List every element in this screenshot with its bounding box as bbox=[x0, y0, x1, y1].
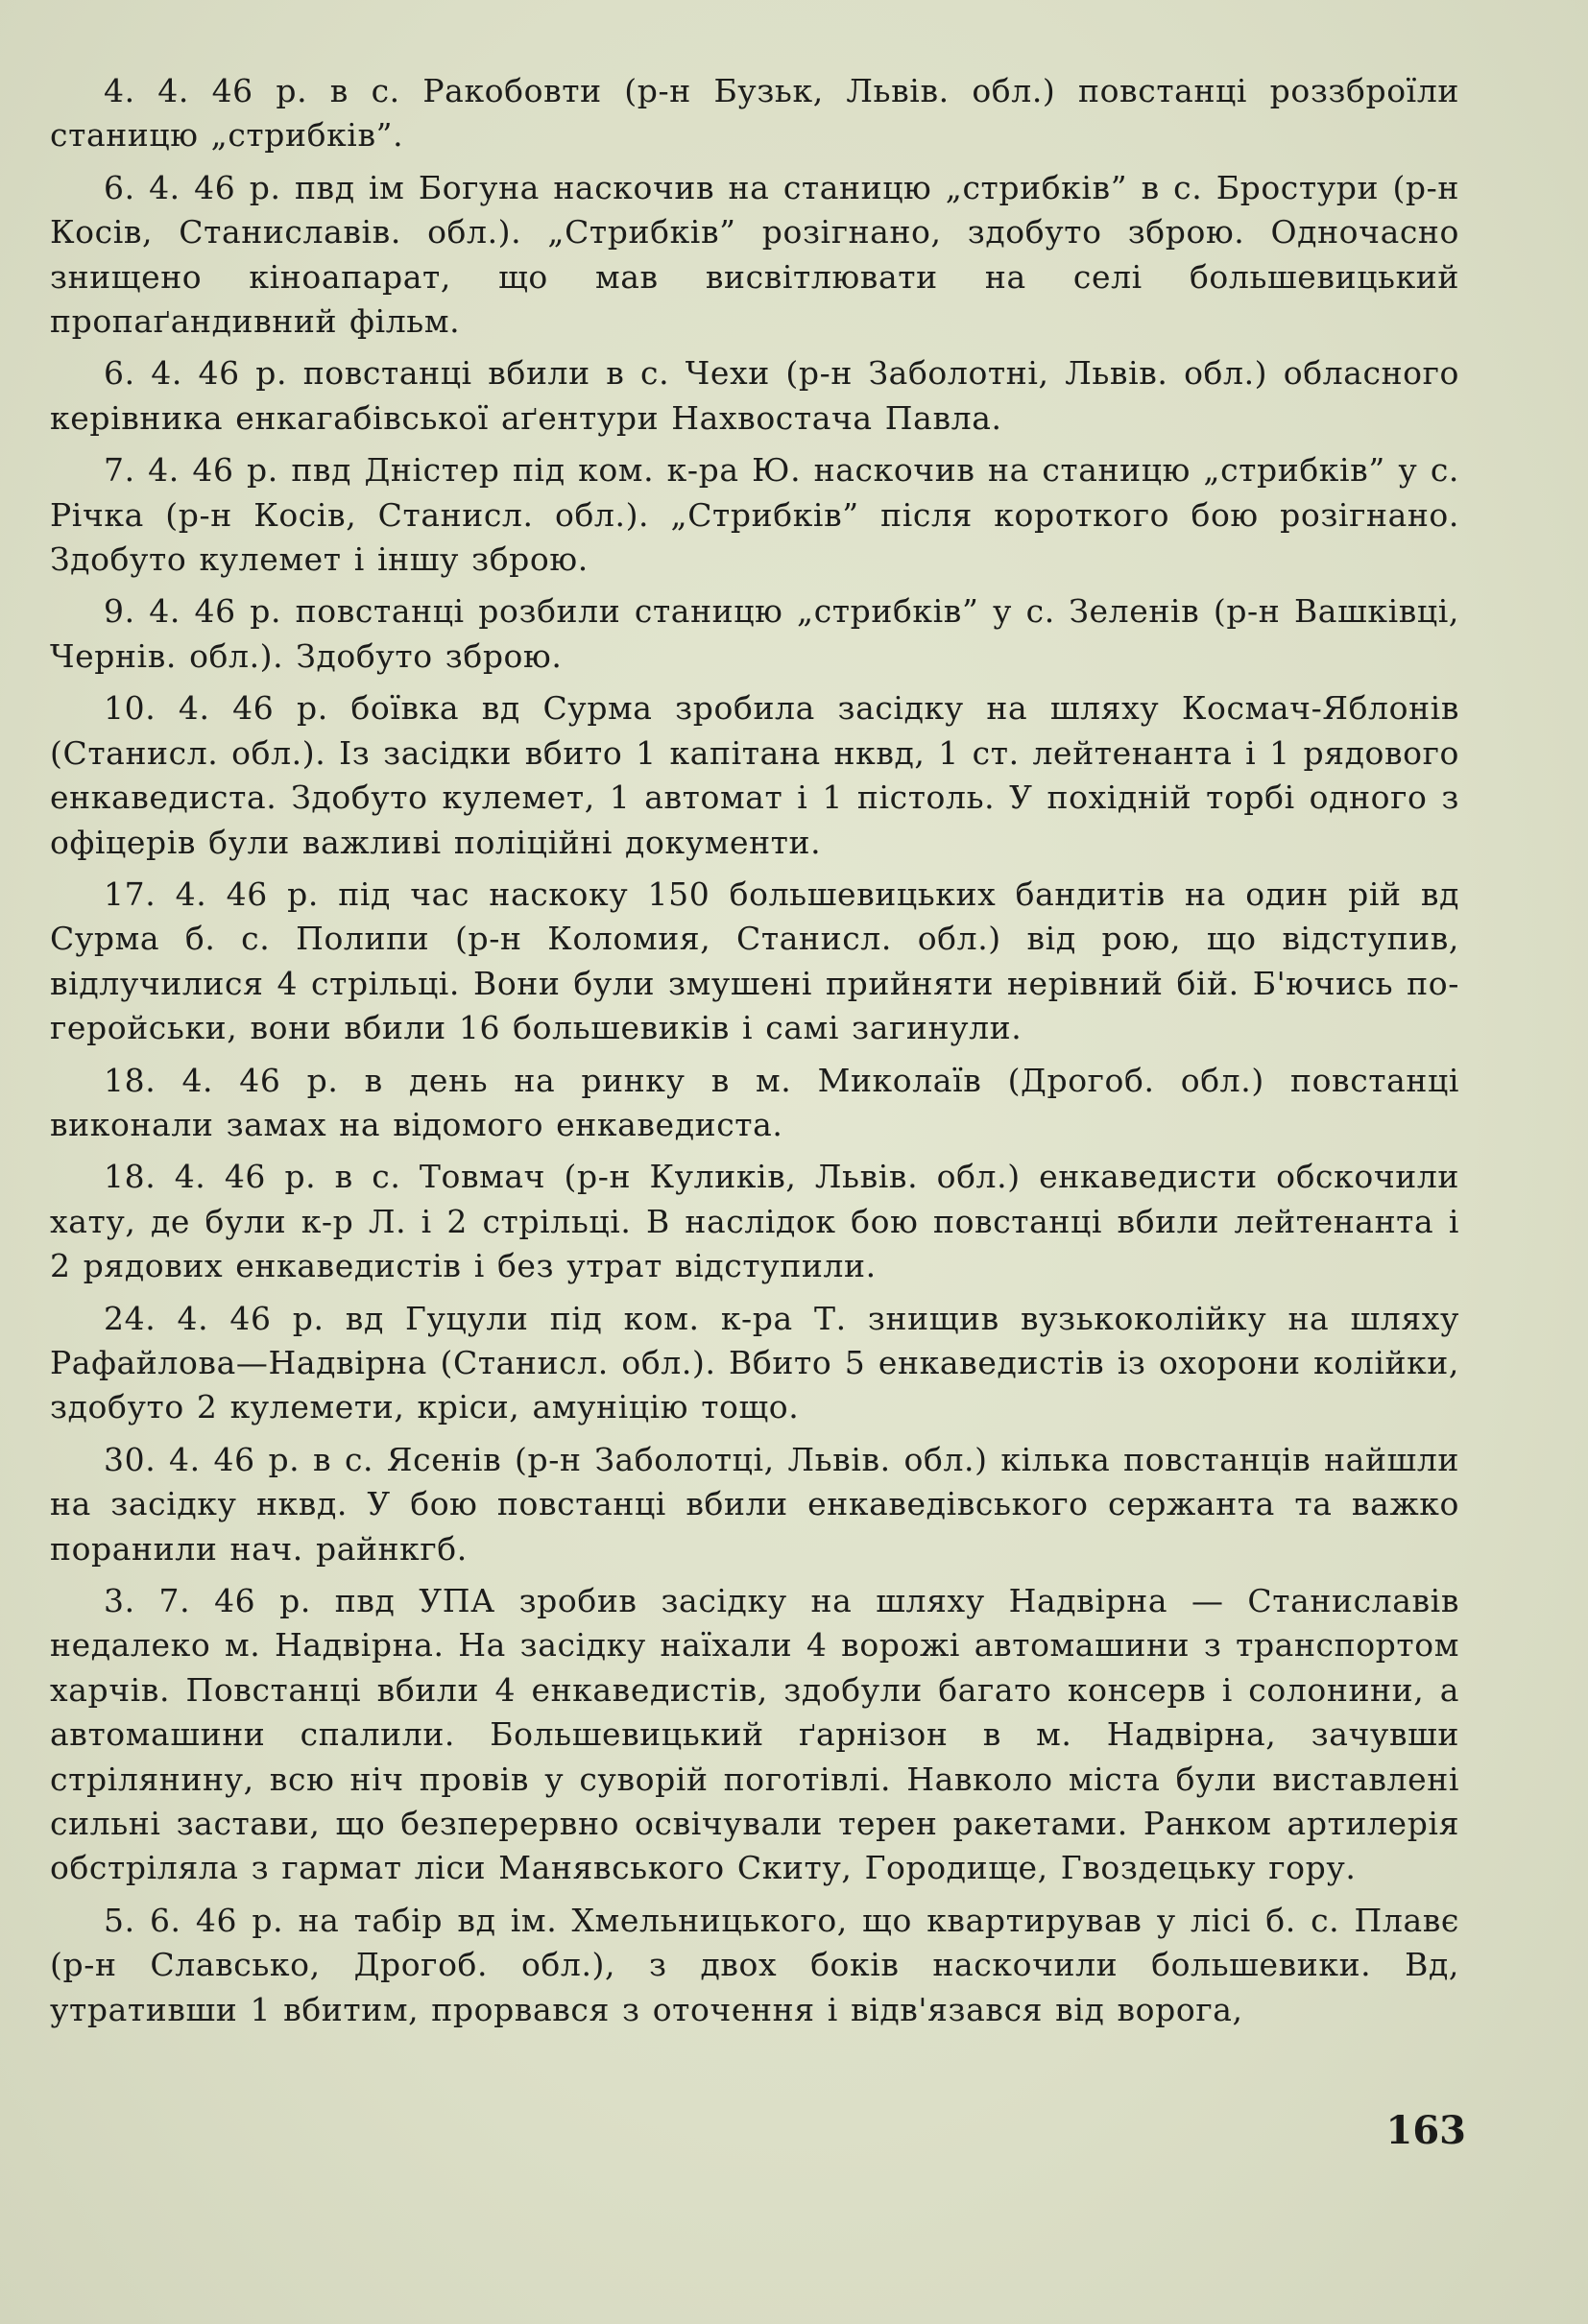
entry-9: 18. 4. 46 р. в с. Товмач (р-н Куликів, Львів. обл.) енкаведисти обскочили хату, де були к-р Л. і 2 стрільці. В наслідок бою повстанці вбили лейтенанта і 2 рядових енкаведистів і без утрат відступили. bbox=[50, 1158, 1459, 1285]
entry-12: 3. 7. 46 р. пвд УПА зробив засідку на шляху Надвірна — Станиславів недалеко м. Надвірна. На засідку наїхали 4 ворожі автомашини з транспортом харчів. Повстанці вбили 4 енкаведистів, здобули багато консерв і солонини, а автомашини спалили. Большевицький ґарнізон в м. Надвірна, зачувши стрілянину, всю ніч провів у суворій поготівлі. Навколо міста були виставлені сильні застави, що безперервно освічували терен ракетами. Ранком артилерія обстріляла з гармат ліси Манявського Скиту, Городище, Гвоздецьку гору. bbox=[50, 1582, 1459, 1887]
entry-10: 24. 4. 46 р. вд Гуцули під ком. к-ра Т. знищив вузькоколійку на шляху Рафайлова—Надвірна (Станисл. обл.). Вбито 5 енкаведистів із охорони колійки, здобуто 2 кулемети, кріси, амуніцію тощо. bbox=[50, 1299, 1459, 1426]
entry-4: 7. 4. 46 р. пвд Дністер під ком. к-ра Ю. наскочив на станицю „стрибків” у с. Річка (р-н Косів, Станисл. обл.). „Стрибків” після короткого бою розігнано. Здобуто кулемет і іншу зброю. bbox=[50, 451, 1459, 579]
entry-7: 17. 4. 46 р. під час наскоку 150 большевицьких бандитів на один рій вд Сурма б. с. Полипи (р-н Коломия, Станисл. обл.) від рою, що відступив, відлучилися 4 стрільці. Вони були змушені прийняти нерівний бій. Б'ючись по-геройськи, вони вбили 16 большевиків і самі загинули. bbox=[50, 874, 1459, 1047]
entry-1: 4. 4. 46 р. в с. Ракобовти (р-н Бузьк, Львів. обл.) повстанці роззброїли станицю „стрибків”. bbox=[50, 72, 1459, 155]
entry-2: 6. 4. 46 р. пвд ім Богуна наскочив на станицю „стрибків” в с. Бростури (р-н Косів, Станиславів. обл.). „Стрибків” розігнано, здобуто зброю. Одночасно знищено кіноапарат, що мав висвітлювати на селі большевицький пропаґандивний фільм. bbox=[50, 168, 1459, 341]
entry-5: 9. 4. 46 р. повстанці розбили станицю „стрибків” у с. Зеленів (р-н Вашківці, Чернів. обл.). Здобуто зброю. bbox=[50, 592, 1459, 675]
chronicle-text bbox=[50, 69, 1459, 2040]
page-number: 163 bbox=[1385, 2108, 1466, 2153]
entry-8: 18. 4. 46 р. в день на ринку в м. Миколаїв (Дрогоб. обл.) повстанці виконали замах на відомого енкаведиста. bbox=[50, 1061, 1459, 1143]
entry-13: 5. 6. 46 р. на табір вд ім. Хмельницького, що квартирував у лісі б. с. Плавє (р-н Славсько, Дрогоб. обл.), з двох боків наскочили большевики. Вд, утративши 1 вбитим, прорвався з оточення і відв'язався від ворога, bbox=[50, 1901, 1459, 2028]
entry-6: 10. 4. 46 р. боївка вд Сурма зробила засідку на шляху Космач-Яблонів (Станисл. обл.). Із засідки вбито 1 капітана нквд, 1 ст. лейтенанта і 1 рядового енкаведиста. Здобуто кулемет, 1 автомат і 1 пістоль. У похідній торбі одного з офіцерів були важливі поліційні документи. bbox=[50, 689, 1459, 861]
entry-11: 30. 4. 46 р. в с. Ясенів (р-н Заболотці, Львів. обл.) кілька повстанців найшли на засідку нквд. У бою повстанці вбили енкаведівського сержанта та важко поранили нач. райнкгб. bbox=[50, 1440, 1459, 1568]
entry-3: 6. 4. 46 р. повстанці вбили в с. Чехи (р-н Заболотні, Львів. обл.) обласного керівника енкагабівської аґентури Нахвостача Павла. bbox=[50, 354, 1459, 437]
